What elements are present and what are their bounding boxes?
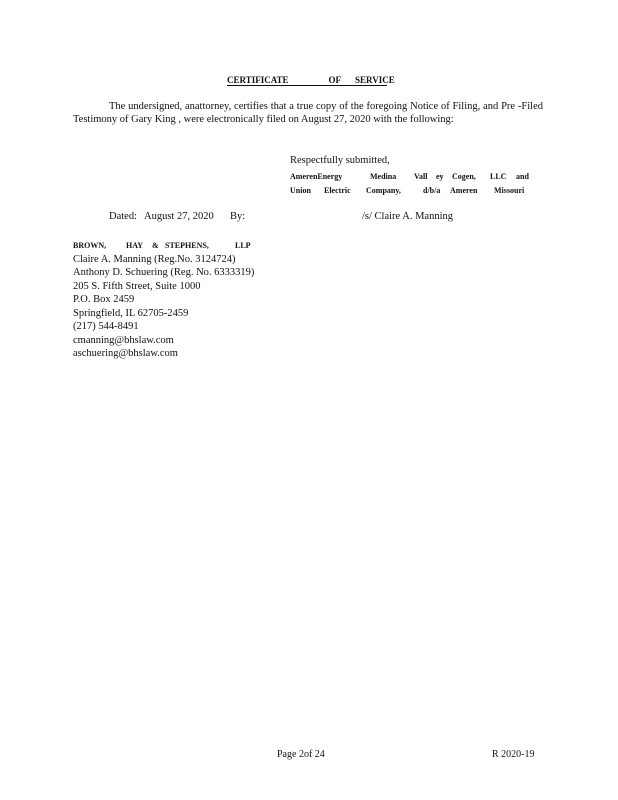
email-line: aschuering@bhslaw.com [73,348,178,359]
party-word: Missouri [494,186,525,195]
firm-name-part: & [152,241,159,250]
respectfully-submitted: Respectfully submitted, [290,155,390,166]
party-word: Company, [366,186,401,195]
email-line: cmanning@bhslaw.com [73,335,174,346]
phone-line: (217) 544-8491 [73,321,139,332]
by-label: By: [230,211,246,222]
certificate-title [227,75,395,86]
firm-name-part: HAY [126,241,144,250]
address-line: P.O. Box 2459 [73,294,135,305]
party-word: and [516,172,529,181]
firm-name-part: BROWN, [73,241,107,250]
party-word: Medina [370,172,397,181]
dated-date: August 27, 2020 [144,211,214,222]
title-word-of: OF [328,75,342,85]
party-word: AmerenEnergy [290,172,343,181]
docket-number: R 2020-19 [492,749,535,760]
party-word: Electric [324,186,351,195]
attorney-line: Claire A. Manning (Reg.No. 3124724) [73,254,236,265]
firm-name-part: LLP [235,241,251,250]
address-line: 205 S. Fifth Street, Suite 1000 [73,281,201,292]
address-line: Springfield, IL 62705-2459 [73,308,189,319]
title-word-service: SERVICE [355,75,395,85]
party-word: ey [436,172,444,181]
page-number: Page 2of 24 [277,749,325,760]
party-word: Vall [414,172,428,181]
electronic-signature: /s/ Claire A. Manning [362,211,453,222]
title-word-certificate: CERTIFICATE [227,75,289,85]
dated-label: Dated: [109,211,137,222]
party-word: Cogen, [452,172,476,181]
party-word: d/b/a [423,186,441,195]
attorney-line: Anthony D. Schuering (Reg. No. 6333319) [73,267,255,278]
firm-name-part: STEPHENS, [165,241,209,250]
party-word: Ameren [450,186,478,195]
intro-paragraph: The undersigned, anattorney, certifies that a true copy of the foregoing Notice of Filing, and Pre -Filed Testimony of Gary King , were electronically filed on August 27, 2020 with the following: [73,101,543,125]
party-word: Union [290,186,311,195]
party-word: LLC [490,172,507,181]
